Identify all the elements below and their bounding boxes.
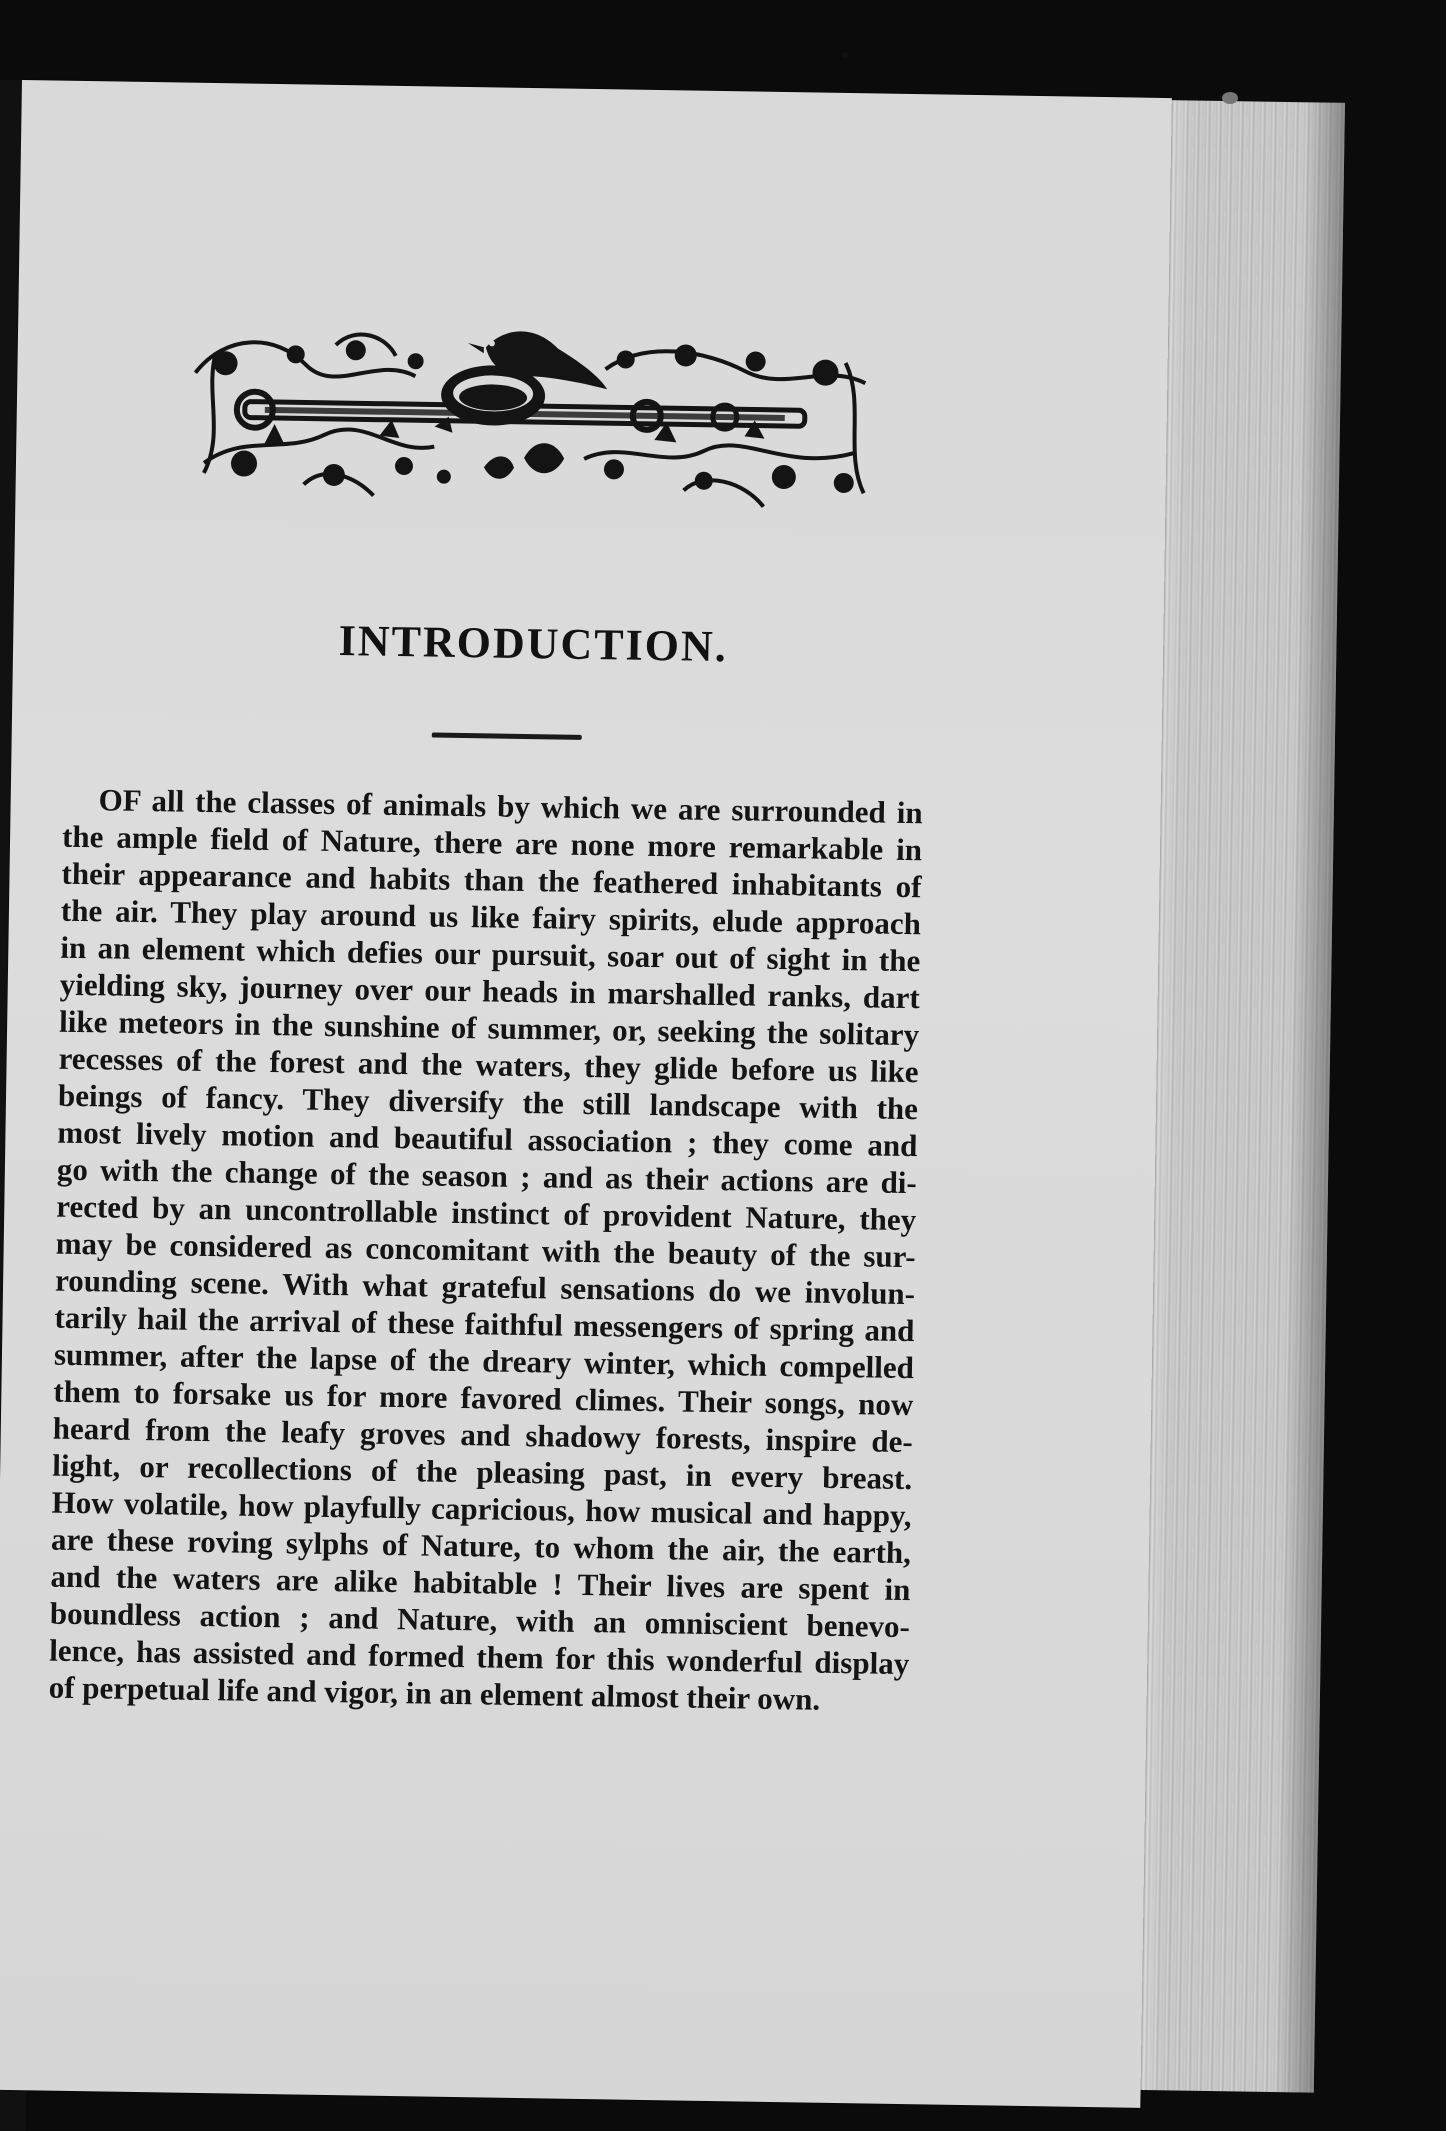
paragraph-line: of perpetual life and vigor, in an element almost their own. bbox=[48, 1669, 821, 1717]
title-rule bbox=[432, 733, 582, 740]
paragraph-line: How volatile, how playfully capricious, how musical and happy, bbox=[51, 1484, 912, 1534]
paragraph-line: their appearance and habits than the feathered inhabitants of bbox=[61, 855, 922, 905]
paragraph-line: rounding scene. With what grateful sensations do we involun- bbox=[54, 1262, 916, 1312]
paragraph-line: the ample field of Nature, there are none more remarkable in bbox=[61, 818, 923, 868]
intro-paragraph bbox=[48, 781, 922, 1719]
paragraph-line: heard from the leafy groves and shadowy forests, inspire de- bbox=[52, 1410, 913, 1460]
paragraph-line: OF all the classes of animals by which we are surrounded in bbox=[98, 782, 923, 831]
paragraph-line: yielding sky, journey over our heads in marshalled ranks, dart bbox=[59, 966, 920, 1016]
book-page bbox=[0, 80, 1172, 2108]
paragraph-line: lence, has assisted and formed them for this wonderful display bbox=[49, 1632, 910, 1682]
paragraph-line: and the waters are alike habitable ! Their lives are spent in bbox=[50, 1558, 911, 1608]
paragraph-line: boundless action ; and Nature, with an omniscient benevo- bbox=[49, 1595, 911, 1645]
paragraph-line: in an element which defies our pursuit, soar out of sight in the bbox=[60, 929, 921, 979]
paragraph-line: may be considered as concomitant with the beauty of the sur- bbox=[55, 1225, 916, 1275]
paragraph-line: light, or recollections of the pleasing past, in every breast. bbox=[51, 1447, 913, 1497]
page-content bbox=[0, 80, 1172, 2108]
paragraph-line: are these roving sylphs of Nature, to whom the air, the earth, bbox=[50, 1521, 912, 1571]
headpiece-ornament bbox=[183, 313, 876, 524]
paragraph-line: most lively motion and beautiful association ; they come and bbox=[57, 1114, 918, 1164]
paragraph-line: like meteors in the sunshine of summer, or, seeking the solitary bbox=[58, 1003, 920, 1053]
chapter-title: INTRODUCTION. bbox=[338, 616, 729, 672]
paragraph-line: them to forsake us for more favored climes. Their songs, now bbox=[53, 1373, 914, 1423]
paragraph-line: beings of fancy. They diversify the still landscape with the bbox=[57, 1077, 919, 1127]
paragraph-line: the air. They play around us like fairy spirits, elude approach bbox=[60, 892, 922, 942]
paragraph-line: rected by an uncontrollable instinct of provident Nature, they bbox=[56, 1188, 917, 1238]
scan-speck bbox=[842, 52, 848, 58]
paragraph-line: summer, after the lapse of the dreary winter, which compelled bbox=[53, 1336, 915, 1386]
paragraph-line: go with the change of the season ; and as their actions are di- bbox=[56, 1151, 918, 1201]
paragraph-line: recesses of the forest and the waters, they glide before us like bbox=[58, 1040, 919, 1090]
paragraph-line: tarily hail the arrival of these faithful messengers of spring and bbox=[54, 1299, 915, 1349]
scan-speck bbox=[1222, 92, 1238, 104]
